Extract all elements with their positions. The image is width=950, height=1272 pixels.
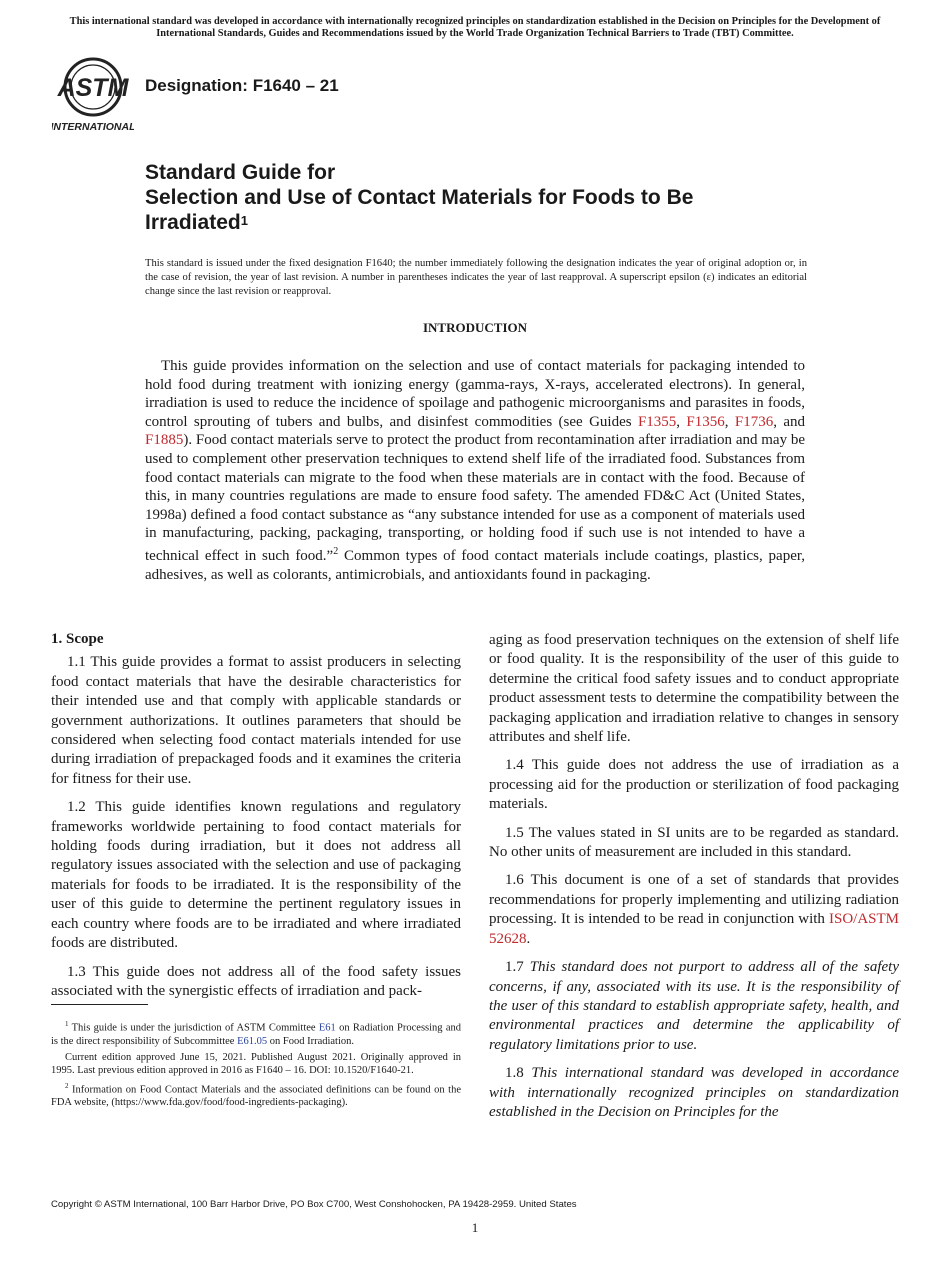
designation-label: Designation: (145, 76, 248, 95)
document-title (145, 160, 845, 235)
right-column (489, 631, 899, 1131)
footnote-edition: Current edition approved June 15, 2021. Published August 2021. Originally approved in 1995. Last previous edition approved in 2016 as F1640 – 16. DOI: 10.1520/F1640-21. (51, 1051, 461, 1076)
astm-logo-icon (52, 56, 134, 134)
paragraph-1-3-continued: aging as food preservation techniques on the extension of shelf life or food quality. It is the responsibility of the user of this guide to determine the critical food safety issues and to conduct appropriate product assessment tests to determine the compatibility between the packaging application and irradiation relative to changes in sensory attributes and shelf life. (489, 632, 899, 746)
ref-link-iso-astm-52628[interactable]: ISO/ASTM 52628 (489, 911, 899, 947)
committee-link-e61[interactable]: E61 (318, 1022, 336, 1034)
paragraph-1-1: 1.1 This guide provides a format to assist producers in selecting food contact materials that have the desirable characteristics for their intended use and that comply with applicable standards or government authorizations. It outlines parameters that should be considered when selecting food contact materials intended for use during irradiation of prepackaged foods and it examines the criteria for fitness for their use. (51, 654, 461, 787)
left-column (51, 630, 461, 1010)
paragraph-1-8: 1.8 This international standard was developed in accordance with internationally recognized principles on standardization established in the Decision on Principles for the (489, 1065, 900, 1120)
intro-text: Common types of food contact materials include coatings, plastics, paper, adhesives, as well as colorants, antimicrobials, and antioxidants found in packaging. (145, 547, 806, 583)
title-line-3: Irradiated (145, 211, 241, 234)
introduction-body: This guide provides information on the selection and use of contact materials for packaging intended to hold food during treatment with ionizing energy (gamma-rays, X-rays, accelerated electrons). In general, irradiation is used to reduce the incidence of spoilage and pathogenic microorganisms and parasites in foods, control sprouting of tubers and bulbs, and disinfest commodities (see Guides F1355, F1356, F1736, and F1885). Food contact materials serve to protect the product from recontamination after irradiation and may be used to complement other preservation techniques to extend shelf life of the irradiated food. Substances from food contact materials can migrate to the food when these materials are in contact with the food. Because of this, in many countries regulations are made to ensure food safety. The amended FD&C Act (United States, 1998a) defined a food contact substance as “any substance intended for use as a component of materials used in manufacturing, packing, packaging, transporting, or holding food if such use is not intended to have a technical effect in such food.”$^2$ Common types of food contact materials include coatings, plastics, paper, adhesives, as well as colorants, antimicrobials, and antioxidants found in packaging. (145, 358, 806, 583)
logo-text: INTERNATIONAL (52, 121, 134, 133)
ref-link-f1355[interactable]: F1355 (637, 413, 677, 430)
subcommittee-link-e61-05[interactable]: E61.05 (237, 1035, 268, 1047)
intro-text: ). Food contact materials serve to protect the product from recontamination after irradiation and may be used to complement other preservation techniques to extend shelf life of the irradiated food. Substances from food contact materials can migrate to the food when these materials are in contact with the food. Because of this, in many countries regulations are made to ensure food safety. The amended FD&C Act (United States, 1998a) defined a food contact substance as “any substance intended for use as a component of materials used in manufacturing, packing, packaging, transporting, or holding food if such use is not intended to have a technical effect in such food.” (145, 432, 805, 564)
title-line-2: Selection and Use of Contact Materials for Foods to Be (145, 186, 694, 209)
issued-note: This standard is issued under the fixed designation F1640; the number immediately following the designation indicates the year of original adoption or, in the case of revision, the year of last revision. A number in parentheses indicates the year of last reapproval. A superscript epsilon (ε) indicates an editorial change since the last revision or reapproval. (145, 258, 807, 297)
paragraph-1-7: 1.7 This standard does not purport to address all of the safety concerns, if any, associated with its use. It is the responsibility of the user of this standard to establish appropriate safety, health, and environmental practices and determine the applicability of regulatory limitations prior to use. (489, 959, 900, 1053)
introduction-heading: INTRODUCTION (422, 320, 527, 335)
footnote-2: $^2$ Information on Food Contact Materials and the associated definitions can be found on the FDA website, (https://www.fda.gov/food/food-ingredients-packaging). (51, 1081, 461, 1108)
footnote-ref-2[interactable]: 2 (333, 545, 339, 557)
paragraph-1-6: 1.6 This document is one of a set of standards that provides recommendations for properly implementing and utilizing radiation processing. It is intended to be read in conjunction with ISO/ASTM 52628. (489, 872, 899, 947)
footnote-divider (51, 1004, 148, 1005)
copyright: Copyright © ASTM International, 100 Barr Harbor Drive, PO Box C700, West Conshohocken, PA 19428-2959. United States (51, 1199, 577, 1210)
scope-heading: 1. Scope (51, 631, 104, 647)
intro-text: This guide provides information on the selection and use of contact materials for packaging intended to hold food during treatment with ionizing energy (gamma-rays, X-rays, accelerated electrons). In general, irradiation is used to reduce the incidence of spoilage and pathogenic microorganisms and parasites in foods, control sprouting of tubers and bulbs, and disinfest commodities (see Guides (145, 358, 805, 430)
paragraph-1-4: 1.4 This guide does not address the use of irradiation as a processing aid for the production or sterilization of food packaging materials. (489, 757, 899, 813)
astm-logo (52, 56, 134, 134)
ref-link-f1356[interactable]: F1356 (686, 413, 725, 430)
ref-link-f1736[interactable]: F1736 (734, 413, 774, 430)
designation (145, 76, 339, 96)
title-line-1: Standard Guide for (145, 161, 336, 184)
page-number: 1 (471, 1220, 479, 1235)
footnotes (51, 1018, 461, 1112)
designation-number: F1640 – 21 (252, 76, 339, 95)
paragraph-1-5: 1.5 The values stated in SI units are to be regarded as standard. No other units of measurement are included in this standard. (489, 824, 899, 861)
paragraph-1-2: 1.2 This guide identifies known regulations and regulatory frameworks worldwide pertaining to food contact materials for holding foods during irradiation, but it does not address all regulatory issues associated with the selection and use of packaging materials for foods to be irradiated. It is the responsibility of the user of this guide to determine the pertinent regulatory issues in each country where foods are to be irradiated and where irradiated foods are distributed. (51, 799, 461, 952)
footnote-1: $^1$ This guide is under the jurisdiction of ASTM Committee E61 on Radiation Processing and is the direct responsibility of Subcommittee E61.05 on Food Irradiation. (51, 1020, 462, 1047)
ref-link-f1885[interactable]: F1885 (145, 432, 184, 449)
paragraph-1-3: 1.3 This guide does not address all of the food safety issues associated with the synergistic effects of irradiation and pack- (51, 963, 461, 999)
tbt-notice: This international standard was developed in accordance with internationally recognized principles on standardization established in the Decision on Principles for the Development of International Standards, Guides and Recommendations issued by the World Trade Organization Technical Barriers to Trade (TBT) Committee. (69, 16, 881, 39)
title-footnote-ref[interactable]: 1 (240, 213, 248, 228)
svg-text:ASTM: ASTM (57, 74, 129, 102)
